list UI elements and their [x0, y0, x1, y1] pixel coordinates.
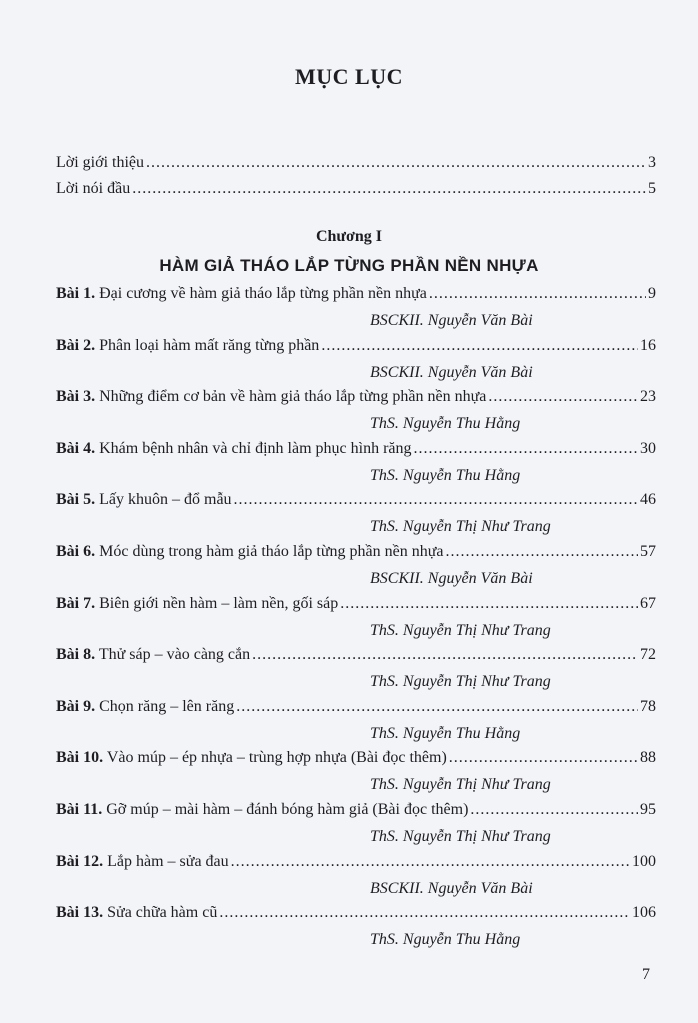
lesson-page: 9	[648, 285, 656, 302]
lesson-title: Khám bệnh nhân và chỉ định làm phục hình răng	[99, 439, 412, 457]
lesson-title: Gỡ múp – mài hàm – đánh bóng hàm giả (Bài đọc thêm)	[106, 801, 469, 818]
chapter-title: HÀM GIẢ THÁO LẮP TỪNG PHẦN NỀN NHỰA	[159, 256, 539, 275]
lesson-page: 72	[640, 646, 656, 664]
toc-lesson-entry	[56, 646, 656, 668]
lesson-title: Thử sáp – vào càng cắn	[98, 646, 251, 664]
leader-dots	[340, 595, 638, 613]
lesson-number: Bài 11.	[56, 801, 103, 818]
leader-dots	[146, 154, 646, 172]
lesson-author: ThS. Nguyễn Thu Hằng	[370, 466, 521, 484]
lesson-number: Bài 9.	[56, 697, 96, 715]
lesson-title: Sửa chữa hàm cũ	[107, 904, 218, 922]
lesson-author: ThS. Nguyễn Thu Hằng	[370, 931, 521, 949]
lesson-label	[56, 801, 468, 819]
lesson-author: ThS. Nguyễn Thị Như Trang	[370, 776, 551, 794]
lesson-author: ThS. Nguyễn Thu Hằng	[370, 415, 521, 433]
toc-lesson-entry	[56, 853, 656, 875]
toc-lesson-entry	[56, 440, 656, 462]
toc-lesson-entry	[56, 543, 656, 565]
lesson-number: Bài 1.	[56, 285, 96, 302]
lesson-number: Bài 6.	[56, 543, 96, 560]
lesson-page: 57	[640, 543, 656, 560]
toc-lesson-entry	[56, 801, 656, 823]
lesson-label	[56, 595, 338, 613]
lesson-label	[56, 388, 486, 406]
lesson-number: Bài 7.	[56, 594, 96, 612]
lesson-label	[56, 749, 447, 767]
leader-dots	[252, 646, 638, 664]
toc-entry-intro	[56, 154, 656, 176]
lesson-number: Bài 12.	[56, 852, 104, 870]
lesson-title: Móc dùng trong hàm giả tháo lắp từng phần nền nhựa	[99, 543, 444, 560]
lesson-page: 100	[632, 852, 656, 870]
leader-dots	[219, 904, 630, 922]
leader-dots	[236, 698, 638, 716]
lesson-title: Phân loại hàm mất răng từng phần	[99, 336, 320, 354]
lesson-page: 23	[640, 388, 656, 406]
lesson-label	[56, 337, 319, 355]
entry-page: 5	[648, 180, 656, 197]
lesson-page: 106	[632, 904, 656, 922]
toc-lesson-entry	[56, 491, 656, 513]
lesson-title: Lấy khuôn – đổ mẫu	[99, 491, 232, 509]
lesson-page: 16	[640, 336, 656, 354]
lesson-page: 78	[640, 697, 656, 715]
lesson-label	[56, 646, 250, 664]
lesson-title: Những điểm cơ bản về hàm giả tháo lắp từng phần nền nhựa	[99, 388, 487, 406]
lesson-author: BSCKII. Nguyễn Văn Bài	[370, 570, 533, 587]
toc-lesson-entry	[56, 749, 656, 771]
lesson-number: Bài 8.	[56, 646, 96, 664]
lesson-author: ThS. Nguyễn Thị Như Trang	[370, 621, 551, 639]
lesson-title: Lắp hàm – sửa đau	[107, 852, 229, 870]
lesson-number: Bài 3.	[56, 388, 96, 406]
entry-page: 3	[648, 154, 656, 171]
lesson-page: 67	[640, 594, 656, 612]
lesson-label	[56, 285, 427, 303]
lesson-author: ThS. Nguyễn Thị Như Trang	[370, 518, 551, 536]
leader-dots	[446, 543, 638, 561]
lesson-label	[56, 904, 217, 922]
lesson-author: ThS. Nguyễn Thị Như Trang	[370, 673, 551, 691]
toc-lesson-entry	[56, 285, 656, 307]
lesson-author: ThS. Nguyễn Thị Như Trang	[370, 828, 551, 845]
leader-dots	[132, 180, 646, 198]
lesson-number: Bài 13.	[56, 904, 104, 922]
chapter-label: Chương I	[315, 228, 383, 245]
lesson-label	[56, 543, 444, 561]
lesson-author: ThS. Nguyễn Thu Hằng	[370, 724, 521, 742]
lesson-author: BSCKII. Nguyễn Văn Bài	[370, 879, 533, 897]
lesson-title: Đại cương về hàm giả tháo lắp từng phần nền nhựa	[99, 285, 427, 302]
leader-dots	[234, 491, 638, 509]
leader-dots	[488, 388, 638, 406]
lesson-title: Biên giới nền hàm – làm nền, gối sáp	[99, 594, 339, 612]
lesson-author: BSCKII. Nguyễn Văn Bài	[370, 363, 533, 381]
lesson-page: 46	[640, 491, 656, 509]
lesson-page: 88	[640, 749, 656, 767]
lesson-label	[56, 698, 234, 716]
lesson-page: 30	[640, 439, 656, 457]
toc-lesson-entry	[56, 698, 656, 720]
toc-lesson-entry	[56, 904, 656, 926]
lesson-label	[56, 440, 412, 458]
toc-lesson-entry	[56, 388, 656, 410]
page-number: 7	[642, 966, 650, 983]
page-title: MỤC LỤC	[295, 64, 403, 89]
lesson-number: Bài 4.	[56, 439, 96, 457]
lesson-number: Bài 10.	[56, 749, 104, 767]
leader-dots	[470, 801, 638, 819]
leader-dots	[429, 285, 646, 303]
toc-entry-preface	[56, 180, 656, 202]
toc-lesson-entry	[56, 595, 656, 617]
lesson-page: 95	[640, 801, 656, 818]
lesson-label	[56, 853, 229, 871]
lesson-title: Vào múp – ép nhựa – trùng hợp nhựa (Bài đọc thêm)	[106, 749, 447, 767]
leader-dots	[231, 853, 630, 871]
leader-dots	[321, 337, 638, 355]
entry-label: Lời nói đầu	[56, 180, 131, 197]
leader-dots	[414, 440, 639, 458]
lesson-label	[56, 491, 232, 509]
lesson-title: Chọn răng – lên răng	[99, 697, 235, 715]
lesson-author: BSCKII. Nguyễn Văn Bài	[370, 312, 533, 329]
toc-lesson-entry	[56, 337, 656, 359]
entry-label: Lời giới thiệu	[56, 154, 145, 171]
lesson-number: Bài 5.	[56, 491, 96, 509]
lesson-number: Bài 2.	[56, 336, 96, 354]
leader-dots	[449, 749, 638, 767]
